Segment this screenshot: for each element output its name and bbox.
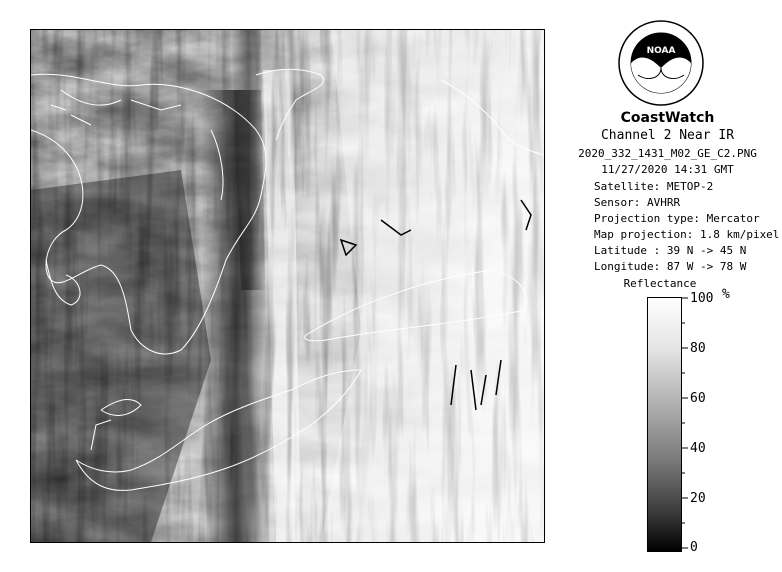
tick-label-60: 60 <box>690 391 706 406</box>
unit-label: % <box>722 287 730 302</box>
tick-label-100: 100 <box>690 291 714 306</box>
legend-sensor: Sensor: AVHRR <box>594 196 681 209</box>
colorbar-label: Reflectance <box>623 277 697 290</box>
colorbar-ticks <box>682 297 742 555</box>
tick-label-40: 40 <box>690 441 706 456</box>
legend-subtitle: Channel 2 Near IR <box>600 128 735 143</box>
tick-label-80: 80 <box>690 341 706 356</box>
tick-label-20: 20 <box>690 491 706 506</box>
satellite-image <box>30 29 545 543</box>
legend-datetime: 11/27/2020 14:31 GMT <box>601 163 734 176</box>
legend-longitude: Longitude: 87 W -> 78 W <box>594 260 747 273</box>
tick-label-0: 0 <box>690 540 698 555</box>
noaa-logo-text: NOAA <box>646 46 676 56</box>
legend-latitude: Latitude : 39 N -> 45 N <box>594 244 747 257</box>
satellite-svg <box>31 30 544 542</box>
colorbar <box>647 297 682 552</box>
legend-map-projection: Map projection: 1.8 km/pixel <box>594 228 780 241</box>
legend-title: CoastWatch <box>620 110 715 126</box>
legend-satellite: Satellite: METOP-2 <box>594 180 714 193</box>
legend-filename: 2020_332_1431_M02_GE_C2.PNG <box>578 147 757 160</box>
legend-projection: Projection type: Mercator <box>594 212 760 225</box>
noaa-logo <box>618 20 704 106</box>
